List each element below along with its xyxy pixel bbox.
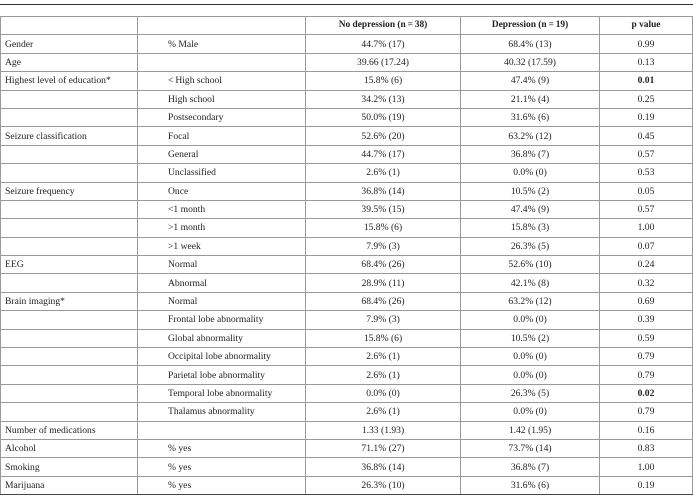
row-subgroup-cell: >1 month bbox=[138, 219, 306, 237]
row-variable-cell: Marijuana bbox=[1, 476, 138, 494]
table-row bbox=[1, 421, 693, 439]
row-depression-cell: 63.2% (12) bbox=[461, 292, 600, 310]
row-subgroup-cell: Postsecondary bbox=[138, 108, 306, 126]
header-depression: Depression (n = 19) bbox=[461, 17, 600, 35]
row-depression-cell: 0.0% (0) bbox=[461, 366, 600, 384]
row-subgroup-cell: % Male bbox=[138, 35, 306, 53]
row-subgroup-cell: < High school bbox=[138, 72, 306, 90]
table-row bbox=[1, 72, 693, 90]
row-no-depression-cell: 44.7% (17) bbox=[306, 145, 461, 163]
table-row bbox=[1, 311, 693, 329]
row-subgroup-cell: Thalamus abnormality bbox=[138, 403, 306, 421]
row-p-value-cell: 1.00 bbox=[600, 458, 693, 476]
row-p-value-cell: 0.59 bbox=[600, 329, 693, 347]
row-subgroup-cell: % yes bbox=[138, 439, 306, 457]
row-depression-cell: 0.0% (0) bbox=[461, 311, 600, 329]
row-p-value-cell: 0.79 bbox=[600, 403, 693, 421]
row-depression-cell: 68.4% (13) bbox=[461, 35, 600, 53]
row-no-depression-cell: 2.6% (1) bbox=[306, 164, 461, 182]
table-row bbox=[1, 182, 693, 200]
table-row bbox=[1, 237, 693, 255]
row-no-depression-cell: 15.8% (6) bbox=[306, 72, 461, 90]
row-subgroup-cell: Temporal lobe abnormality bbox=[138, 384, 306, 402]
demographics-table bbox=[0, 16, 693, 495]
table-row bbox=[1, 348, 693, 366]
row-subgroup-cell: Occipital lobe abnormality bbox=[138, 348, 306, 366]
header-variable bbox=[1, 17, 138, 35]
table-row bbox=[1, 108, 693, 126]
row-no-depression-cell: 68.4% (26) bbox=[306, 292, 461, 310]
table-row bbox=[1, 164, 693, 182]
row-depression-cell: 0.0% (0) bbox=[461, 403, 600, 421]
row-depression-cell: 10.5% (2) bbox=[461, 182, 600, 200]
row-variable-cell: Number of medications bbox=[1, 421, 138, 439]
row-variable-cell: Alcohol bbox=[1, 439, 138, 457]
table-row bbox=[1, 403, 693, 421]
table-row bbox=[1, 366, 693, 384]
table-row bbox=[1, 127, 693, 145]
row-variable-cell bbox=[1, 200, 138, 218]
top-rule bbox=[0, 4, 693, 5]
row-p-value-cell: 0.13 bbox=[600, 53, 693, 71]
row-p-value-cell: 0.57 bbox=[600, 200, 693, 218]
row-p-value-cell: 1.00 bbox=[600, 219, 693, 237]
row-p-value-cell: 0.45 bbox=[600, 127, 693, 145]
row-no-depression-cell: 44.7% (17) bbox=[306, 35, 461, 53]
row-subgroup-cell: Global abnormality bbox=[138, 329, 306, 347]
row-depression-cell: 1.42 (1.95) bbox=[461, 421, 600, 439]
row-variable-cell bbox=[1, 311, 138, 329]
row-variable-cell bbox=[1, 219, 138, 237]
row-p-value-cell: 0.83 bbox=[600, 439, 693, 457]
row-depression-cell: 10.5% (2) bbox=[461, 329, 600, 347]
row-variable-cell bbox=[1, 145, 138, 163]
row-depression-cell: 36.8% (7) bbox=[461, 458, 600, 476]
table-row bbox=[1, 329, 693, 347]
row-depression-cell: 63.2% (12) bbox=[461, 127, 600, 145]
row-depression-cell: 26.3% (5) bbox=[461, 237, 600, 255]
row-variable-cell: EEG bbox=[1, 256, 138, 274]
row-no-depression-cell: 0.0% (0) bbox=[306, 384, 461, 402]
header-no-depression: No depression (n = 38) bbox=[306, 17, 461, 35]
table-row bbox=[1, 384, 693, 402]
row-no-depression-cell: 36.8% (14) bbox=[306, 458, 461, 476]
row-depression-cell: 15.8% (3) bbox=[461, 219, 600, 237]
row-variable-cell bbox=[1, 90, 138, 108]
row-variable-cell bbox=[1, 348, 138, 366]
row-variable-cell bbox=[1, 108, 138, 126]
row-depression-cell: 31.6% (6) bbox=[461, 108, 600, 126]
row-subgroup-cell bbox=[138, 53, 306, 71]
row-depression-cell: 26.3% (5) bbox=[461, 384, 600, 402]
row-subgroup-cell: % yes bbox=[138, 476, 306, 494]
row-no-depression-cell: 2.6% (1) bbox=[306, 403, 461, 421]
table-body bbox=[1, 35, 693, 495]
row-p-value-cell: 0.25 bbox=[600, 90, 693, 108]
table-row bbox=[1, 200, 693, 218]
row-variable-cell: Brain imaging* bbox=[1, 292, 138, 310]
row-variable-cell bbox=[1, 403, 138, 421]
row-p-value-cell: 0.02 bbox=[600, 384, 693, 402]
row-variable-cell bbox=[1, 384, 138, 402]
row-p-value-cell: 0.07 bbox=[600, 237, 693, 255]
row-p-value-cell: 0.16 bbox=[600, 421, 693, 439]
row-p-value-cell: 0.32 bbox=[600, 274, 693, 292]
row-no-depression-cell: 34.2% (13) bbox=[306, 90, 461, 108]
row-p-value-cell: 0.01 bbox=[600, 72, 693, 90]
row-variable-cell bbox=[1, 329, 138, 347]
row-p-value-cell: 0.99 bbox=[600, 35, 693, 53]
row-no-depression-cell: 39.66 (17.24) bbox=[306, 53, 461, 71]
row-subgroup-cell bbox=[138, 421, 306, 439]
row-p-value-cell: 0.69 bbox=[600, 292, 693, 310]
table-row bbox=[1, 292, 693, 310]
row-p-value-cell: 0.19 bbox=[600, 476, 693, 494]
row-depression-cell: 21.1% (4) bbox=[461, 90, 600, 108]
row-subgroup-cell: Normal bbox=[138, 292, 306, 310]
row-depression-cell: 0.0% (0) bbox=[461, 164, 600, 182]
row-subgroup-cell: High school bbox=[138, 90, 306, 108]
row-variable-cell: Seizure frequency bbox=[1, 182, 138, 200]
row-p-value-cell: 0.57 bbox=[600, 145, 693, 163]
row-no-depression-cell: 2.6% (1) bbox=[306, 348, 461, 366]
row-no-depression-cell: 15.8% (6) bbox=[306, 329, 461, 347]
header-subgroup bbox=[138, 17, 306, 35]
table-row bbox=[1, 53, 693, 71]
row-subgroup-cell: Frontal lobe abnormality bbox=[138, 311, 306, 329]
table-row bbox=[1, 274, 693, 292]
row-depression-cell: 73.7% (14) bbox=[461, 439, 600, 457]
row-variable-cell: Highest level of education* bbox=[1, 72, 138, 90]
row-depression-cell: 42.1% (8) bbox=[461, 274, 600, 292]
row-p-value-cell: 0.19 bbox=[600, 108, 693, 126]
row-subgroup-cell: Normal bbox=[138, 256, 306, 274]
row-no-depression-cell: 2.6% (1) bbox=[306, 366, 461, 384]
row-no-depression-cell: 28.9% (11) bbox=[306, 274, 461, 292]
row-depression-cell: 0.0% (0) bbox=[461, 348, 600, 366]
row-variable-cell bbox=[1, 366, 138, 384]
row-p-value-cell: 0.24 bbox=[600, 256, 693, 274]
row-subgroup-cell: Parietal lobe abnormality bbox=[138, 366, 306, 384]
table-row bbox=[1, 476, 693, 494]
row-variable-cell bbox=[1, 164, 138, 182]
table-row bbox=[1, 90, 693, 108]
header-row bbox=[1, 17, 693, 35]
row-depression-cell: 52.6% (10) bbox=[461, 256, 600, 274]
row-no-depression-cell: 50.0% (19) bbox=[306, 108, 461, 126]
row-no-depression-cell: 36.8% (14) bbox=[306, 182, 461, 200]
row-variable-cell bbox=[1, 237, 138, 255]
row-p-value-cell: 0.79 bbox=[600, 366, 693, 384]
row-no-depression-cell: 1.33 (1.93) bbox=[306, 421, 461, 439]
table-row bbox=[1, 219, 693, 237]
row-p-value-cell: 0.39 bbox=[600, 311, 693, 329]
header-p-value: p value bbox=[600, 17, 693, 35]
table-row bbox=[1, 256, 693, 274]
row-no-depression-cell: 7.9% (3) bbox=[306, 311, 461, 329]
row-variable-cell: Seizure classification bbox=[1, 127, 138, 145]
row-subgroup-cell: % yes bbox=[138, 458, 306, 476]
row-p-value-cell: 0.05 bbox=[600, 182, 693, 200]
row-variable-cell: Gender bbox=[1, 35, 138, 53]
row-no-depression-cell: 7.9% (3) bbox=[306, 237, 461, 255]
row-subgroup-cell: Once bbox=[138, 182, 306, 200]
row-subgroup-cell: >1 week bbox=[138, 237, 306, 255]
row-depression-cell: 40.32 (17.59) bbox=[461, 53, 600, 71]
table-row bbox=[1, 145, 693, 163]
table-row bbox=[1, 35, 693, 53]
row-no-depression-cell: 39.5% (15) bbox=[306, 200, 461, 218]
row-p-value-cell: 0.79 bbox=[600, 348, 693, 366]
row-variable-cell: Age bbox=[1, 53, 138, 71]
row-no-depression-cell: 15.8% (6) bbox=[306, 219, 461, 237]
row-subgroup-cell: Abnormal bbox=[138, 274, 306, 292]
row-depression-cell: 47.4% (9) bbox=[461, 200, 600, 218]
row-subgroup-cell: <1 month bbox=[138, 200, 306, 218]
row-no-depression-cell: 52.6% (20) bbox=[306, 127, 461, 145]
row-p-value-cell: 0.53 bbox=[600, 164, 693, 182]
row-subgroup-cell: Unclassified bbox=[138, 164, 306, 182]
row-no-depression-cell: 26.3% (10) bbox=[306, 476, 461, 494]
row-depression-cell: 36.8% (7) bbox=[461, 145, 600, 163]
row-subgroup-cell: Focal bbox=[138, 127, 306, 145]
row-variable-cell bbox=[1, 274, 138, 292]
table-row bbox=[1, 439, 693, 457]
row-depression-cell: 47.4% (9) bbox=[461, 72, 600, 90]
row-subgroup-cell: General bbox=[138, 145, 306, 163]
row-no-depression-cell: 71.1% (27) bbox=[306, 439, 461, 457]
row-depression-cell: 31.6% (6) bbox=[461, 476, 600, 494]
row-variable-cell: Smoking bbox=[1, 458, 138, 476]
row-no-depression-cell: 68.4% (26) bbox=[306, 256, 461, 274]
table-row bbox=[1, 458, 693, 476]
